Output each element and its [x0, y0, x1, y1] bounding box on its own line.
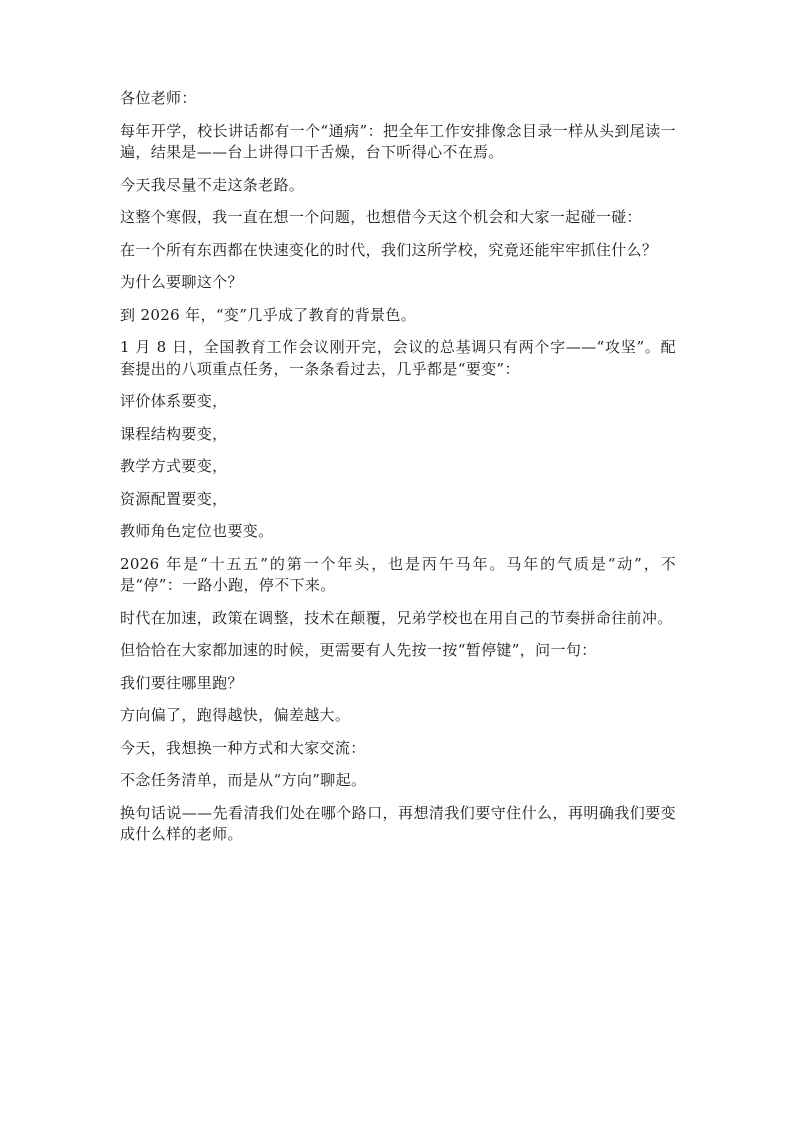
greeting: 各位老师：	[120, 89, 197, 107]
paragraph-closing: 换句话说——先看清我们处在哪个路口，再想清我们要守住什么，再明确我们要变成什么样的老师。	[120, 803, 676, 843]
paragraph: 1 月 8 日，全国教育工作会议刚开完，会议的总基调只有两个字——“攻坚”。配套提出的八项重点任务，一条条看过去，几乎都是“要变”：	[120, 338, 676, 378]
paragraph: 时代在加速，政策在调整，技术在颠覆，兄弟学校也在用自己的节奏拼命往前冲。	[120, 608, 673, 627]
list-item-change: 评价体系要变，	[120, 392, 228, 410]
list-item-change: 资源配置要变，	[120, 489, 228, 508]
paragraph: 不念任务清单，而是从“方向”聊起。	[120, 771, 367, 789]
list-item-change: 教学方式要变，	[120, 457, 228, 475]
paragraph: 到 2026 年，“变”几乎成了教育的背景色。	[120, 305, 417, 324]
paragraph: 但恰恰在大家都加速的时候，更需要有人先按一按“暂停键”，问一句：	[120, 641, 597, 659]
paragraph: 这整个寒假，我一直在想一个问题，也想借今天这个机会和大家一起碰一碰：	[120, 208, 642, 226]
paragraph-opening: 每年开学，校长讲话都有一个“通病”：把全年工作安排像念目录一样从头到尾读一遍，结果是——台上讲得口干舌燥，台下听得心不在焉。	[120, 121, 676, 161]
list-item-change: 教师角色定位也要变。	[120, 522, 274, 540]
paragraph: 今天我尽量不走这条老路。	[120, 175, 305, 194]
paragraph-question: 我们要往哪里跑？	[120, 673, 243, 692]
paragraph: 方向偏了，跑得越快，偏差越大。	[120, 706, 351, 724]
paragraph: 今天，我想换一种方式和大家交流：	[120, 738, 366, 757]
document-page	[120, 88, 676, 857]
list-item-change: 课程结构要变，	[120, 424, 228, 443]
paragraph: 2026 年是“十五五”的第一个年头，也是丙午马年。马年的气质是“动”，不是“停”：一路小跑，停不下来。	[120, 554, 676, 594]
paragraph-question: 在一个所有东西都在快速变化的时代，我们这所学校，究竟还能牢牢抓住什么？	[120, 240, 658, 259]
paragraph: 为什么要聊这个？	[120, 273, 243, 291]
